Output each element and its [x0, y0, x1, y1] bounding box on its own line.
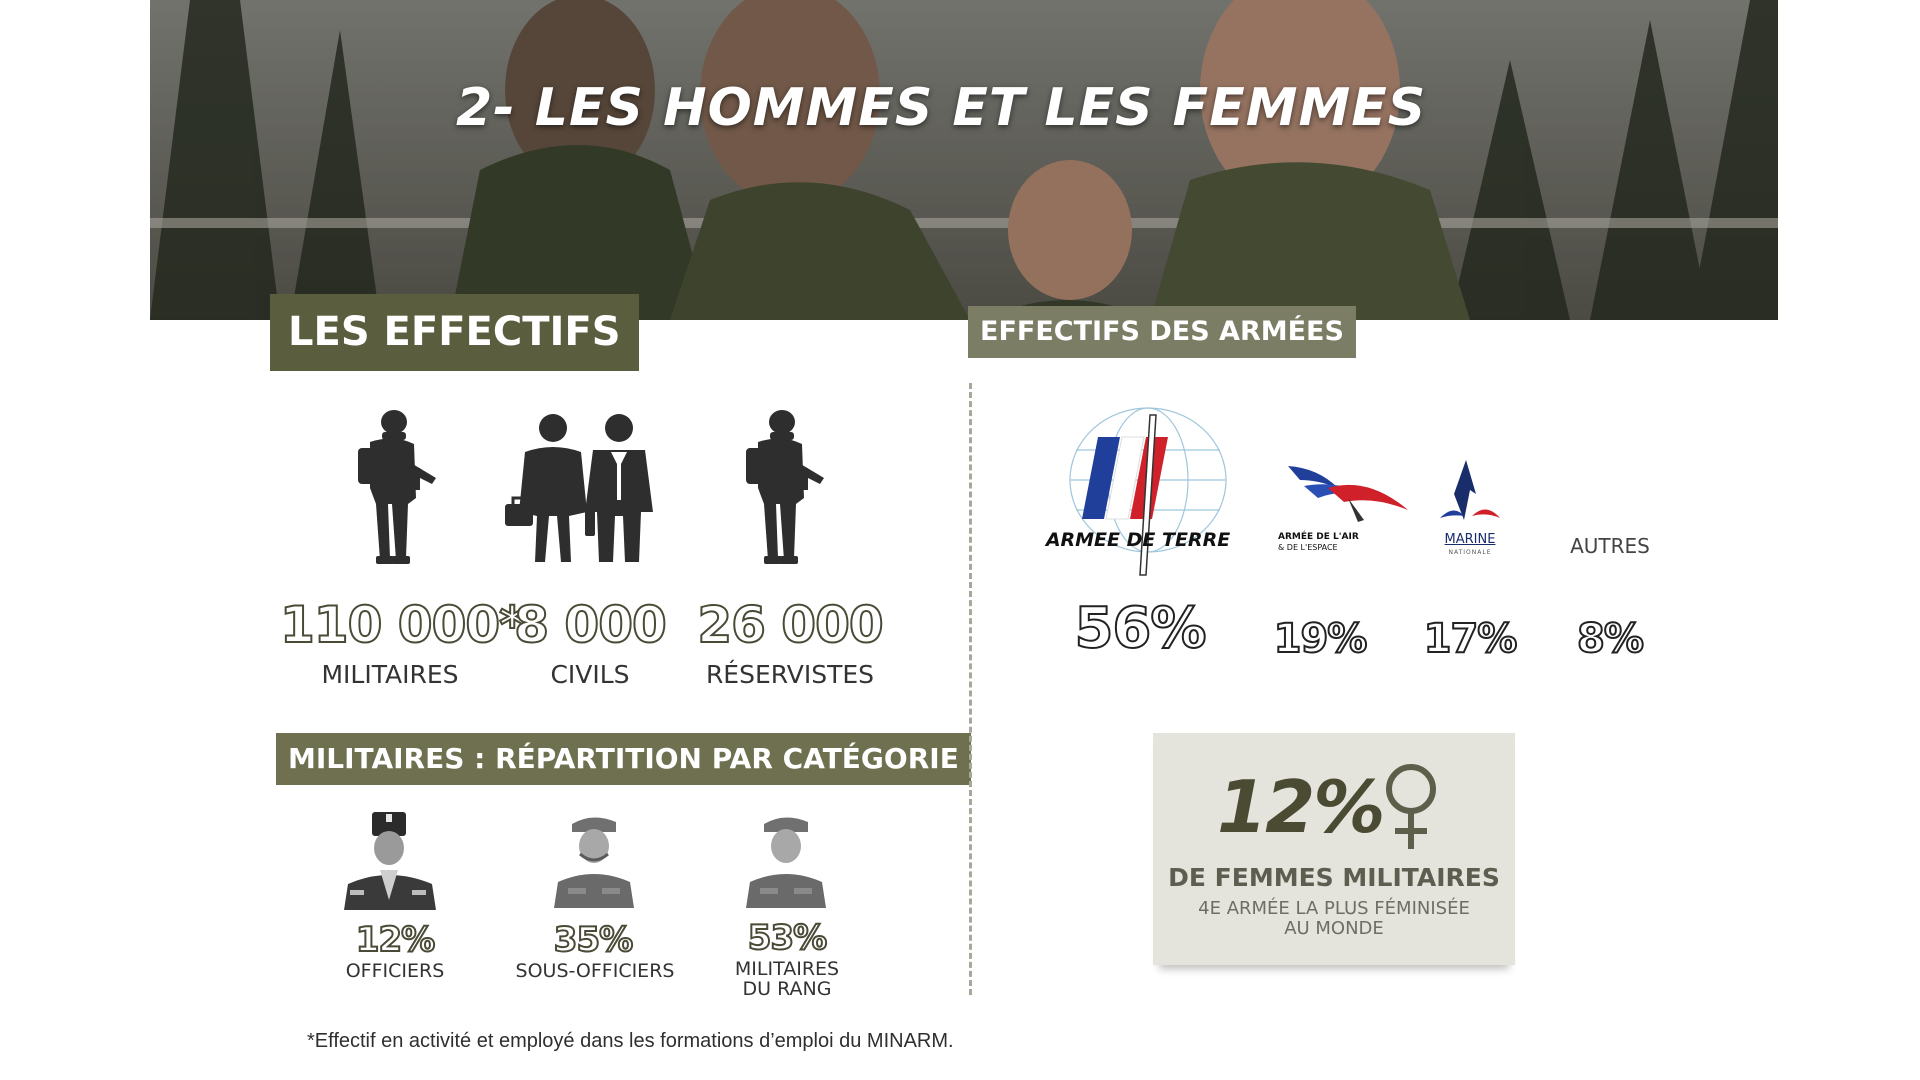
female-symbol-icon	[1381, 763, 1441, 853]
armee-de-l-air-logo	[1278, 458, 1408, 558]
women-sub-line-2: AU MONDE	[1284, 918, 1384, 939]
section-title-effectifs: LES EFFECTIFS	[270, 294, 639, 371]
marine-value: 17%	[1423, 616, 1517, 662]
reservist-soldier-icon	[740, 408, 832, 568]
nco-icon	[550, 810, 636, 908]
marine-nationale-logo	[1430, 460, 1510, 560]
armee-de-terre-logo	[1028, 405, 1248, 580]
stat-reservistes-value: 26 000	[697, 596, 883, 654]
cat-sous-officiers-value: 35%	[553, 920, 633, 960]
cat-sous-officiers-label: SOUS-OFFICIERS	[515, 960, 675, 982]
women-stat-box	[1153, 733, 1515, 965]
women-sub-line-1: 4E ARMÉE LA PLUS FÉMINISÉE	[1198, 898, 1470, 919]
armee-de-terre-logo-text: ARMEE DE TERRE	[1045, 529, 1231, 551]
section-title-armees: EFFECTIFS DES ARMÉES	[968, 306, 1356, 358]
stat-reservistes-label: RÉSERVISTES	[705, 660, 875, 689]
stat-militaires-label: MILITAIRES	[321, 660, 459, 689]
women-sub-text	[1173, 899, 1495, 939]
enlisted-icon	[742, 810, 828, 908]
civilians-icon	[505, 412, 663, 570]
soldier-icon	[352, 408, 444, 568]
armee-terre-value: 56%	[1074, 596, 1206, 661]
cat-rang-label-1: MILITAIRES	[734, 958, 840, 980]
armee-air-value: 19%	[1273, 616, 1367, 662]
women-label: DE FEMMES MILITAIRES	[1168, 863, 1500, 892]
armee-de-terre-emblem	[1028, 405, 1248, 580]
section-title-categorie: MILITAIRES : RÉPARTITION PAR CATÉGORIE	[276, 733, 971, 785]
women-percent: 12%	[1217, 765, 1384, 849]
marine-nationale-text-2: NATIONALE	[1448, 549, 1492, 556]
cat-rang-label-2: DU RANG	[742, 978, 832, 1000]
armee-de-l-air-text-2: & DE L'ESPACE	[1278, 543, 1338, 552]
marine-nationale-text-1: MARINE	[1444, 532, 1496, 547]
officer-icon	[340, 808, 440, 910]
marine-nationale-emblem	[1430, 460, 1510, 528]
cat-officiers-value: 12%	[355, 920, 435, 960]
page-title: 2- LES HOMMES ET LES FEMMES	[456, 78, 1427, 138]
armee-de-l-air-emblem	[1278, 458, 1408, 528]
stat-civils-value: 8 000	[514, 596, 666, 654]
armees-autres-label: AUTRES	[1570, 534, 1650, 558]
stat-militaires-value: 110 000*	[280, 596, 525, 654]
autres-value: 8%	[1577, 616, 1643, 662]
stat-civils-label: CIVILS	[550, 660, 630, 689]
hero-banner	[150, 0, 1778, 320]
footnote: *Effectif en activité et employé dans les formations d’emploi du MINARM.	[307, 1030, 954, 1052]
hero-photo	[150, 0, 1778, 320]
cat-rang-value: 53%	[747, 918, 827, 958]
armee-de-l-air-text-1: ARMÉE DE L'AIR	[1278, 532, 1359, 542]
cat-officiers-label: OFFICIERS	[345, 960, 445, 982]
section-divider	[969, 383, 972, 995]
